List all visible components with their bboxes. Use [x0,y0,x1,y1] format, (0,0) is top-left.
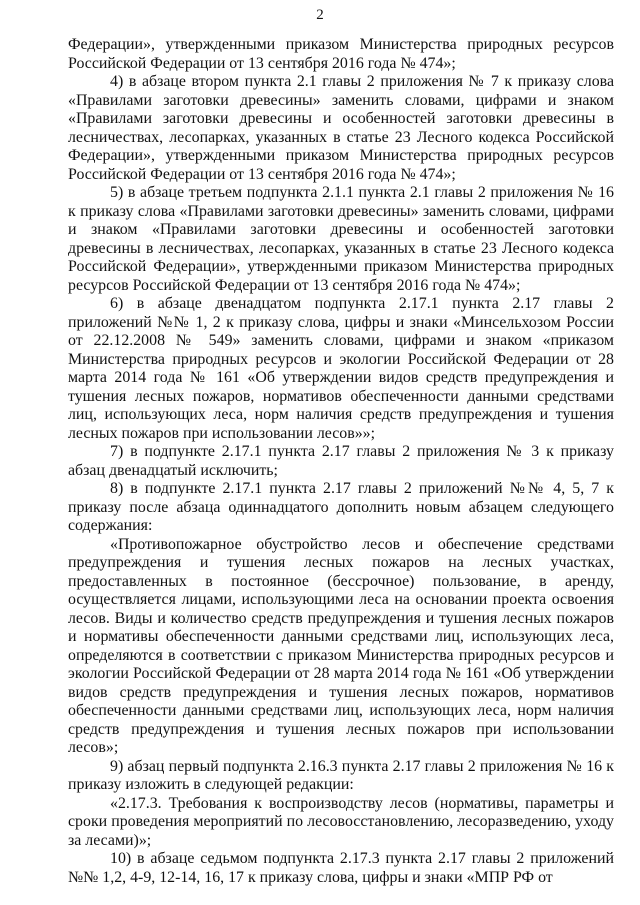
paragraph-item-8: 8) в подпункте 2.17.1 пункта 2.17 главы 2 приложений №№ 4, 5, 7 к приказу после абзаца одиннадцатого дополнить новым абзацем следующего содержания: [68,480,614,534]
paragraph-item-4: 4) в абзаце втором пункта 2.1 главы 2 приложения № 7 к приказу слова «Правилами заготовки древесины» заменить словами, цифрами и знаком «Правилами заготовки древесины и особенностей заготовки древесины в лесничествах, лесопарках, указанных в статье 23 Лесного кодекса Российской Федерации», утвержденными приказом Министерства природных ресурсов Российской Федерации от 13 сентября 2016 года № 474»; [68,73,614,183]
paragraph-item-10: 10) в абзаце седьмом подпункта 2.17.3 пункта 2.17 главы 2 приложений №№ 1,2, 4-9, 12-14, 16, 17 к приказу слова, цифры и знаки «МПР РФ от [68,850,614,886]
paragraph-continuation: Федерации», утвержденными приказом Министерства природных ресурсов Российской Федерации от 13 сентября 2016 года № 474»; [68,36,614,72]
paragraph-quoted-heading: «2.17.3. Требования к воспроизводству лесов (нормативы, параметры и сроки проведения мероприятий по лесовосстановлению, лесоразведению, уходу за лесами)»; [68,794,614,849]
page-number: 2 [316,7,324,23]
document-body [68,36,614,887]
paragraph-item-9: 9) абзац первый подпункта 2.16.3 пункта 2.17 главы 2 приложения № 16 к приказу изложить в следующей редакции: [68,757,614,793]
paragraph-item-5: 5) в абзаце третьем подпункта 2.1.1 пункта 2.1 главы 2 приложения № 16 к приказу слова «Правилами заготовки древесины» заменить словами, цифрами и знаком «Правилами заготовки древесины и особенностей заготовки древесины в лесничествах, лесопарках, указанных в статье 23 Лесного кодекса Российской Федерации», утвержденными приказом Министерства природных ресурсов Российской Федерации от 13 сентября 2016 года № 474»; [68,184,614,294]
paragraph-quoted-text: «Противопожарное обустройство лесов и обеспечение средствами предупреждения и тушения лесных пожаров на лесных участках, предоставленных в постоянное (бессрочное) пользование, в аренду, осуществляется лицами, использующими леса на основании проекта освоения лесов. Виды и количество средств предупреждения и тушения лесных пожаров и нормативы обеспеченности данными средствами лиц, использующих леса, определяются в соответствии с приказом Министерства природных ресурсов и экологии Российской Федерации от 28 марта 2014 года № 161 «Об утверждении видов средств предупреждения и тушения лесных пожаров, нормативов обеспеченности данными средствами лиц, использующих леса, норм наличия средств предупреждения и тушения лесных пожаров при использовании лесов»; [68,535,614,756]
paragraph-item-6: 6) в абзаце двенадцатом подпункта 2.17.1 пункта 2.17 главы 2 приложений №№ 1, 2 к приказу слова, цифры и знаки «Минсельхозом России от 22.12.2008 № 549» заменить словами, цифрами и знаком «приказом Министерства природных ресурсов и экологии Российской Федерации от 28 марта 2014 года № 161 «Об утверждении видов средств предупреждения и тушения лесных пожаров, нормативов обеспеченности данными средствами лиц, использующих леса, норм наличия средств предупреждения и тушения лесных пожаров при использовании лесов»»; [68,295,614,442]
paragraph-item-7: 7) в подпункте 2.17.1 пункта 2.17 главы 2 приложения № 3 к приказу абзац двенадцатый исключить; [68,443,614,479]
